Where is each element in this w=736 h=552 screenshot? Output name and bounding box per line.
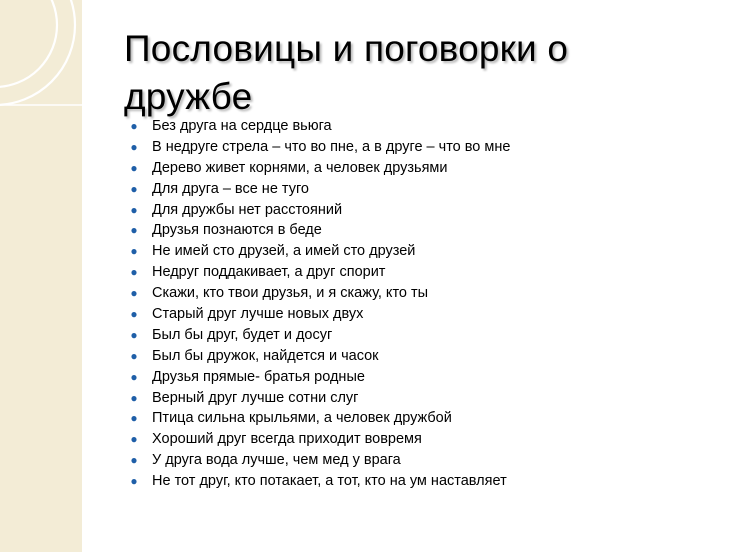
bullet-dot-icon: ● xyxy=(130,307,138,322)
list-item xyxy=(124,304,510,325)
bullet-dot-icon: ● xyxy=(130,411,138,426)
bullet-dot-icon: ● xyxy=(130,181,138,196)
list-item-text: Без друга на сердце вьюга xyxy=(152,118,332,134)
bullet-dot-icon: ● xyxy=(130,474,138,489)
list-item xyxy=(124,116,510,137)
decorative-arcs-icon xyxy=(0,0,82,552)
bullet-dot-icon: ● xyxy=(130,286,138,301)
list-item xyxy=(124,283,510,304)
bullet-dot-icon: ● xyxy=(130,453,138,468)
list-item-text: Был бы дружок, найдется и часок xyxy=(152,347,379,364)
list-item-text: Недруг поддакивает, а друг спорит xyxy=(152,264,386,281)
bullet-dot-icon: ● xyxy=(130,432,138,447)
list-item-text: Не тот друг, кто потакает, а тот, кто на ум наставляет xyxy=(152,473,507,490)
list-item xyxy=(124,262,510,283)
list-item-text: Дерево живет корнями, а человек друзьями xyxy=(152,159,448,176)
list-item xyxy=(124,220,510,241)
bullet-dot-icon: ● xyxy=(130,327,138,342)
list-item-text: Верный друг лучше сотни слуг xyxy=(152,389,359,406)
decorative-sidebar xyxy=(0,0,82,552)
bullet-dot-icon: ● xyxy=(130,202,138,217)
list-item xyxy=(124,241,510,262)
list-item-text: Хороший друг всегда приходит вовремя xyxy=(152,431,422,448)
bullet-dot-icon: ● xyxy=(130,139,138,154)
list-item-text: Птица сильна крыльями, а человек дружбой xyxy=(152,410,452,427)
bullet-dot-icon: ● xyxy=(130,390,138,405)
list-item xyxy=(124,408,510,429)
list-item xyxy=(124,158,510,179)
list-item-text: Не имей сто друзей, а имей сто друзей xyxy=(152,243,416,260)
list-item-text: В недруге стрела – что во пне, а в друге – что во мне xyxy=(152,138,511,155)
bullet-dot-icon: ● xyxy=(130,244,138,259)
bullet-dot-icon: ● xyxy=(130,369,138,384)
list-item-text: Друзья прямые- братья родные xyxy=(152,368,365,385)
list-item-text: Был бы друг, будет и досуг xyxy=(152,326,333,343)
list-item xyxy=(124,179,510,200)
bullet-dot-icon: ● xyxy=(130,348,138,363)
list-item-text: Скажи, кто твои друзья, и я скажу, кто ты xyxy=(152,285,429,302)
list-item-text: У друга вода лучше, чем мед у врага xyxy=(152,452,401,469)
slide-title: Пословицы и поговорки о дружбе xyxy=(124,28,569,117)
list-item xyxy=(124,450,510,471)
list-item xyxy=(124,471,510,492)
list-item xyxy=(124,388,510,409)
list-item xyxy=(124,137,510,158)
list-item xyxy=(124,200,510,221)
bullet-dot-icon: ● xyxy=(130,265,138,280)
bullet-dot-icon: ● xyxy=(130,160,138,175)
list-item xyxy=(124,367,510,388)
list-item-text: Для друга – все не туго xyxy=(152,180,310,197)
bullet-dot-icon: ● xyxy=(130,119,138,133)
list-item xyxy=(124,346,510,367)
list-item xyxy=(124,325,510,346)
bullet-dot-icon: ● xyxy=(130,223,138,238)
proverb-list xyxy=(124,116,510,492)
list-item xyxy=(124,429,510,450)
list-item-text: Друзья познаются в беде xyxy=(152,222,322,239)
list-item-text: Для дружбы нет расстояний xyxy=(152,201,343,218)
list-item-text: Старый друг лучше новых двух xyxy=(152,306,364,323)
